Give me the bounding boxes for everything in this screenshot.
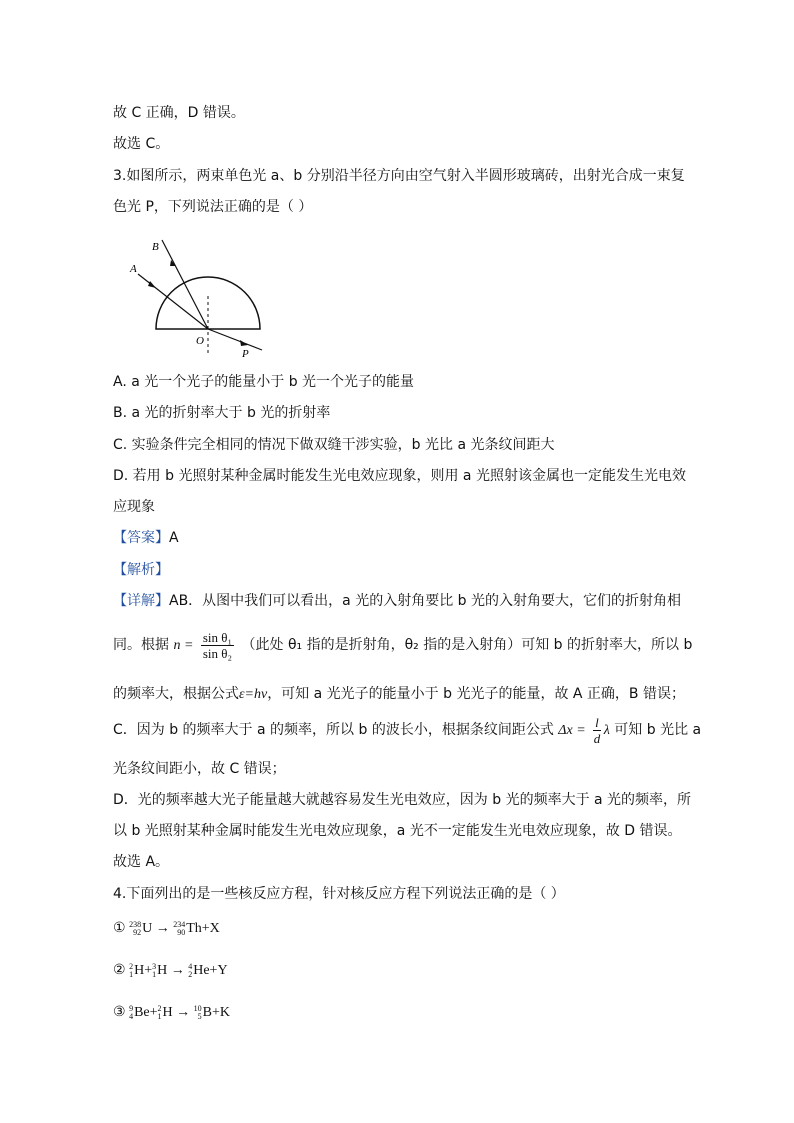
label-p: P — [242, 348, 249, 360]
thorium-symbol: Th — [186, 921, 202, 936]
boron-isotope: 10 5 — [193, 1003, 202, 1021]
label-o: O — [196, 335, 204, 347]
option-a: A. a 光一个光子的能量小于 b 光一个光子的能量 — [113, 374, 415, 390]
equation-1-marker: ① — [113, 921, 126, 936]
detail-text-2b: （此处 θ₁ 指的是折射角，θ₂ 指的是入射角）可知 b 的折射率大，所以 b — [241, 637, 693, 653]
equation-3 — [113, 1002, 230, 1024]
tritium-isotope: 3 1 — [152, 961, 157, 979]
formula-dx-lhs: Δx = — [558, 723, 586, 738]
ray-p-arrow — [240, 340, 248, 346]
answer-label: 【答案】 — [113, 530, 169, 546]
equation-2-product: +Y — [209, 963, 228, 978]
detail-line-3 — [113, 684, 685, 705]
helium-isotope: 4 2 — [188, 961, 193, 979]
deuterium-isotope: 2 1 — [129, 961, 134, 979]
detail-line-2 — [113, 628, 692, 663]
detail-text-4b: 可知 b 光比 a — [614, 722, 702, 738]
detail-text-1: AB．从图中我们可以看出，a 光的入射角要比 b 光的入射角要大，它们的折射角相 — [169, 593, 681, 609]
beryllium-symbol: Be — [134, 1005, 150, 1020]
formula-dx-numerator: l — [595, 714, 599, 730]
equation-1 — [113, 918, 220, 940]
equation-2-arrow: → — [170, 963, 185, 978]
equation-2-plus: + — [144, 963, 153, 978]
uranium-isotope: 238 92 — [129, 919, 142, 937]
line-2: 故选 C。 — [113, 136, 170, 152]
equation-1-arrow: → — [155, 921, 170, 936]
detail-line-7: 以 b 光照射某种金属时能发生光电效应现象，a 光不一定能发生光电效应现象，故 D 错误。 — [113, 823, 682, 839]
deuterium-symbol: H — [134, 963, 145, 978]
equation-3-product: +K — [212, 1005, 231, 1020]
detail-line-5: 光条纹间距小，故 C 错误； — [113, 761, 286, 777]
formula-dx-fraction — [593, 715, 601, 746]
detail-line-8: 故选 A。 — [113, 854, 170, 870]
answer-value: A — [169, 530, 179, 546]
thorium-isotope: 234 90 — [173, 919, 186, 937]
detail-text-2a: 同。根据 — [113, 637, 169, 653]
ray-a — [138, 274, 208, 329]
analysis-label: 【解析】 — [113, 562, 169, 578]
formula-n-fraction — [201, 630, 234, 661]
hydrogen-symbol: H — [162, 1005, 173, 1020]
option-c: C. 实验条件完全相同的情况下做双缝干涉实验，b 光比 a 光条纹间距大 — [113, 437, 555, 453]
label-b: B — [152, 241, 159, 253]
detail-label: 【详解】 — [113, 593, 169, 609]
equation-3-plus: + — [149, 1005, 158, 1020]
question-4: 4.下面列出的是一些核反应方程，针对核反应方程下列说法正确的是（ ） — [113, 886, 565, 902]
question-3-line-2: 色光 P，下列说法正确的是（ ） — [113, 199, 313, 215]
formula-dx-denominator: d — [593, 730, 601, 746]
detail-text-4a: C．因为 b 的频率大于 a 的频率，所以 b 的波长小，根据条纹间距公式 — [113, 722, 554, 738]
helium-symbol: He — [193, 963, 210, 978]
formula-lambda: λ — [603, 723, 610, 738]
question-3-line-1: 3.如图所示，两束单色光 a、b 分别沿半径方向由空气射入半圆形玻璃砖，出射光合成一束复 — [113, 168, 685, 184]
option-d-line-2: 应现象 — [113, 499, 155, 515]
detail-text-3b: ，可知 a 光光子的能量小于 b 光光子的能量，故 A 正确，B 错误； — [267, 686, 685, 702]
boron-symbol: B — [202, 1005, 212, 1020]
option-b: B. a 光的折射率大于 b 光的折射率 — [113, 405, 331, 421]
uranium-symbol: U — [142, 921, 153, 936]
formula-energy: ε=hν — [239, 687, 268, 702]
ray-p — [208, 329, 262, 350]
detail-line-1 — [113, 591, 681, 611]
detail-line-4 — [113, 713, 701, 748]
equation-1-product: +X — [201, 921, 220, 936]
option-d-line-1: D. 若用 b 光照射某种金属时能发生光电效应现象，则用 a 光照射该金属也一定能发生光电效 — [113, 468, 686, 484]
beryllium-isotope: 9 4 — [129, 1003, 134, 1021]
detail-text-3a: 的频率大，根据公式 — [113, 686, 239, 702]
ray-b — [162, 240, 208, 329]
line-1: 故 C 正确，D 错误。 — [113, 105, 245, 121]
label-a: A — [130, 263, 137, 275]
equation-2-marker: ② — [113, 963, 126, 978]
formula-n-denominator: sin θ₂ — [202, 645, 233, 661]
tritium-symbol: H — [157, 963, 168, 978]
semicircle-glass-figure — [120, 232, 270, 362]
equation-3-marker: ③ — [113, 1005, 126, 1020]
equation-2 — [113, 960, 228, 982]
equation-3-arrow: → — [176, 1005, 191, 1020]
formula-n-lhs: n = — [173, 638, 194, 653]
hydrogen-isotope: 2 1 — [157, 1003, 162, 1021]
answer-line — [113, 528, 179, 548]
formula-n-numerator: sin θ₁ — [202, 629, 233, 645]
detail-line-6: D．光的频率越大光子能量越大就越容易发生光电效应，因为 b 光的频率大于 a 光的频率，所 — [113, 792, 692, 808]
